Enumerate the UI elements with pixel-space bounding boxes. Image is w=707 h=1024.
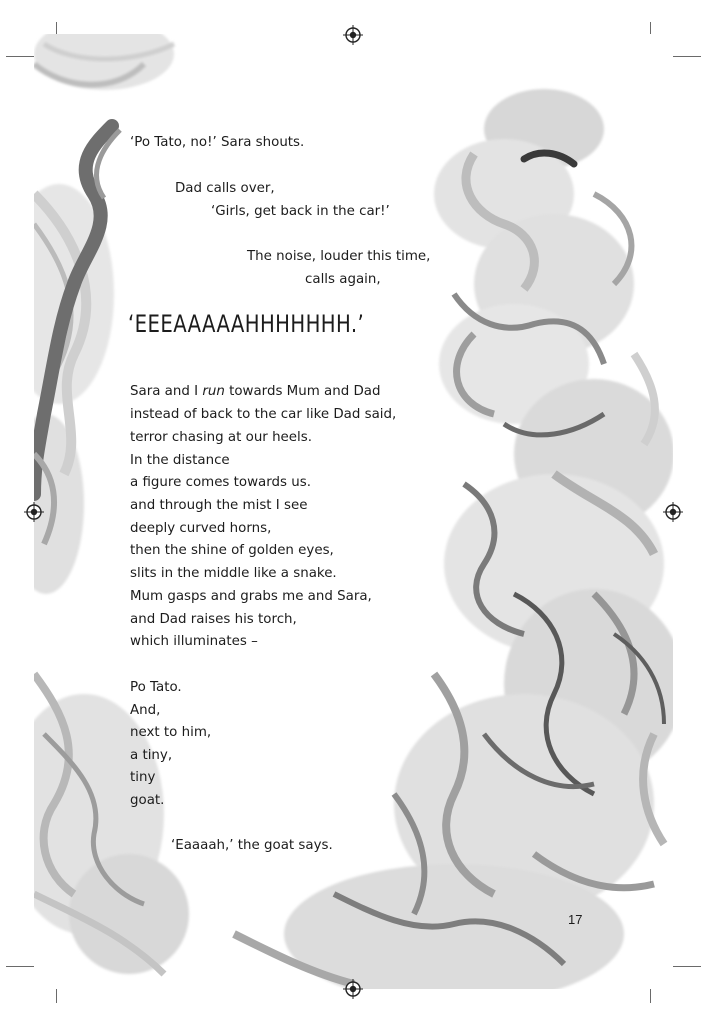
poem-line: ‘Girls, get back in the car!’ xyxy=(211,204,390,219)
crop-mark-top-left-h xyxy=(6,56,34,57)
poem-line: Dad calls over, xyxy=(175,181,275,196)
crop-mark-top-right-h xyxy=(673,56,701,57)
poem-line: which illuminates – xyxy=(130,634,258,649)
poem-line: slits in the middle like a snake. xyxy=(130,566,337,581)
poem-line: And, xyxy=(130,703,161,718)
registration-mark-bottom-icon xyxy=(343,979,363,999)
crop-mark-bottom-left-h xyxy=(6,966,34,967)
poem-line: then the shine of golden eyes, xyxy=(130,543,334,558)
poem-line: The noise, louder this time, xyxy=(247,249,431,264)
poem-line: ‘Eaaaah,’ the goat says. xyxy=(171,838,333,853)
poem-line: Po Tato. xyxy=(130,680,182,695)
poem-line: goat. xyxy=(130,793,165,808)
poem-line: tiny xyxy=(130,770,156,785)
text-segment: Sara and I xyxy=(130,384,203,399)
mist-bottom-left xyxy=(34,674,189,974)
shout-line: ‘EEEAAAAAHHHHHHH.’ xyxy=(128,310,365,338)
poem-line: ‘Po Tato, no!’ Sara shouts. xyxy=(130,135,305,150)
registration-mark-top-icon xyxy=(343,25,363,45)
poem-line: a figure comes towards us. xyxy=(130,475,311,490)
poem-line: terror chasing at our heels. xyxy=(130,430,312,445)
poem-line: next to him, xyxy=(130,725,212,740)
registration-mark-right-icon xyxy=(663,502,683,522)
poem-line xyxy=(130,381,380,404)
mist-left-column xyxy=(34,126,120,594)
poem-line: deeply curved horns, xyxy=(130,521,272,536)
poem-line: calls again, xyxy=(305,272,381,287)
poem-line: In the distance xyxy=(130,453,230,468)
registration-mark-left-icon xyxy=(24,502,44,522)
poem-line: Mum gasps and grabs me and Sara, xyxy=(130,589,372,604)
poem-line: and Dad raises his torch, xyxy=(130,612,297,627)
poem-line: a tiny, xyxy=(130,748,173,763)
poem-line: instead of back to the car like Dad said, xyxy=(130,407,397,422)
emphasis-run: run xyxy=(202,384,225,399)
text-segment: towards Mum and Dad xyxy=(224,384,381,399)
page-number: 17 xyxy=(568,912,583,927)
book-page xyxy=(34,34,673,989)
poem-line: and through the mist I see xyxy=(130,498,308,513)
mist-top-left xyxy=(34,34,174,90)
crop-mark-bottom-right-h xyxy=(673,966,701,967)
